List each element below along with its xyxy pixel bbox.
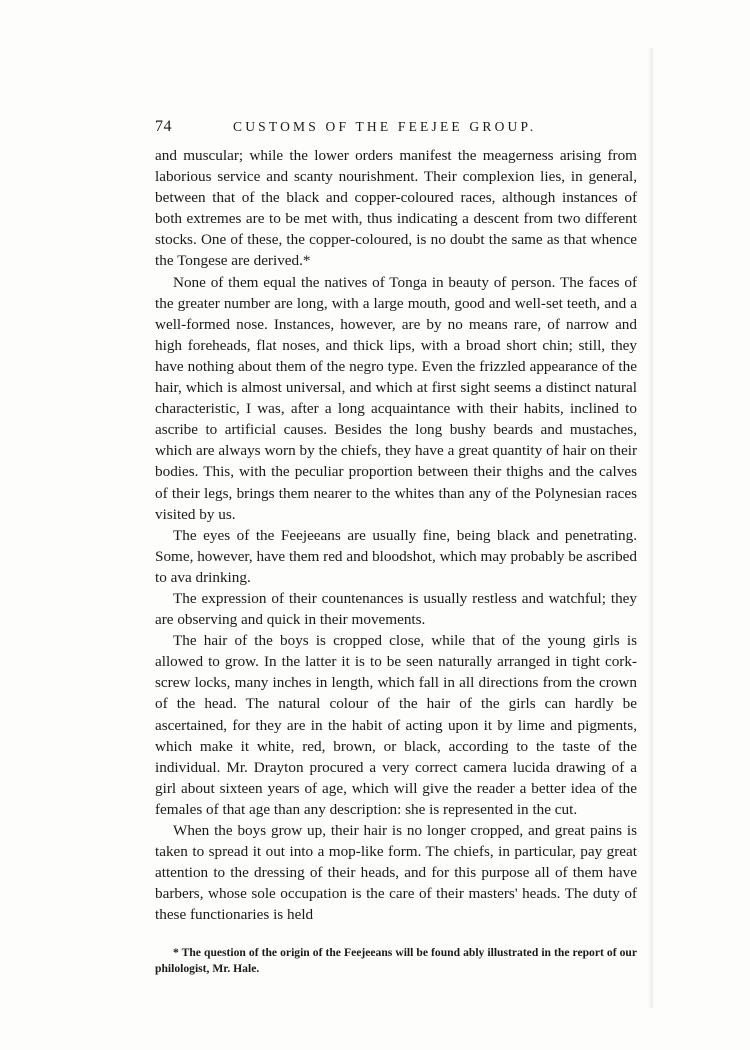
paragraph: The expression of their countenances is usually restless and watchful; they are observing and quick in their movements.: [155, 589, 637, 629]
paragraph: When the boys grow up, their hair is no longer cropped, and great pains is taken to spread it out into a mop-like form. The chiefs, in particular, pay great attention to the dressing of their heads, and for this purpose all of them have barbers, whose sole occupation is the care of their masters' heads. The duty of these functionaries is held: [155, 822, 637, 924]
paragraph: None of them equal the natives of Tonga in beauty of person. The faces of the greater number are long, with a large mouth, good and well-set teeth, and a well-formed nose. Instances, however, are by no means rare, of narrow and high foreheads, flat noses, and thick lips, with a broad short chin; still, they have nothing about them of the negro type. Even the frizzled appearance of the hair, which is almost universal, and which at first sight seems a distinct natural characteristic, I was, after a long acquaintance with their habits, inclined to ascribe to artificial causes. Besides the long bushy beards and mustaches, which are always worn by the chiefs, they have a great quantity of hair on their bodies. This, with the peculiar proportion between their thighs and the calves of their legs, brings them nearer to the whites than any of the Polynesian races visited by us.: [155, 273, 637, 523]
paragraph: The hair of the boys is cropped close, while that of the young girls is allowed to grow. In the latter it is to be seen naturally arranged in tight cork-screw locks, many inches in length, which fall in all directions from the crown of the head. The natural colour of the hair of the girls can hardly be ascertained, for they are in the habit of acting upon it by lime and pigments, which make it white, red, brown, or black, according to the taste of the individual. Mr. Drayton procured a very correct camera lucida drawing of a girl about sixteen years of age, which will give the reader a better idea of the females of that age than any description: she is represented in the cut.: [155, 632, 637, 818]
paragraph: The eyes of the Feejeeans are usually fine, being black and penetrating. Some, however, have them red and bloodshot, which may probably be ascribed to ava drinking.: [155, 526, 637, 586]
page-header: [155, 118, 637, 140]
page-number: 74: [155, 118, 172, 135]
page-edge-shadow: [648, 48, 653, 1008]
footnote: * The question of the origin of the Feejeeans will be found ably illustrated in the report of our philologist, Mr. Hale.: [155, 946, 637, 975]
body-text: [155, 145, 637, 925]
running-title: CUSTOMS OF THE FEEJEE GROUP.: [233, 119, 537, 134]
paragraph: and muscular; while the lower orders manifest the meagerness arising from laborious service and scanty nourishment. Their complexion lies, in general, between that of the black and copper-coloured races, although instances of both extremes are to be met with, thus indicating a descent from two different stocks. One of these, the copper-coloured, is no doubt the same as that whence the Tongese are derived.*: [155, 147, 637, 270]
